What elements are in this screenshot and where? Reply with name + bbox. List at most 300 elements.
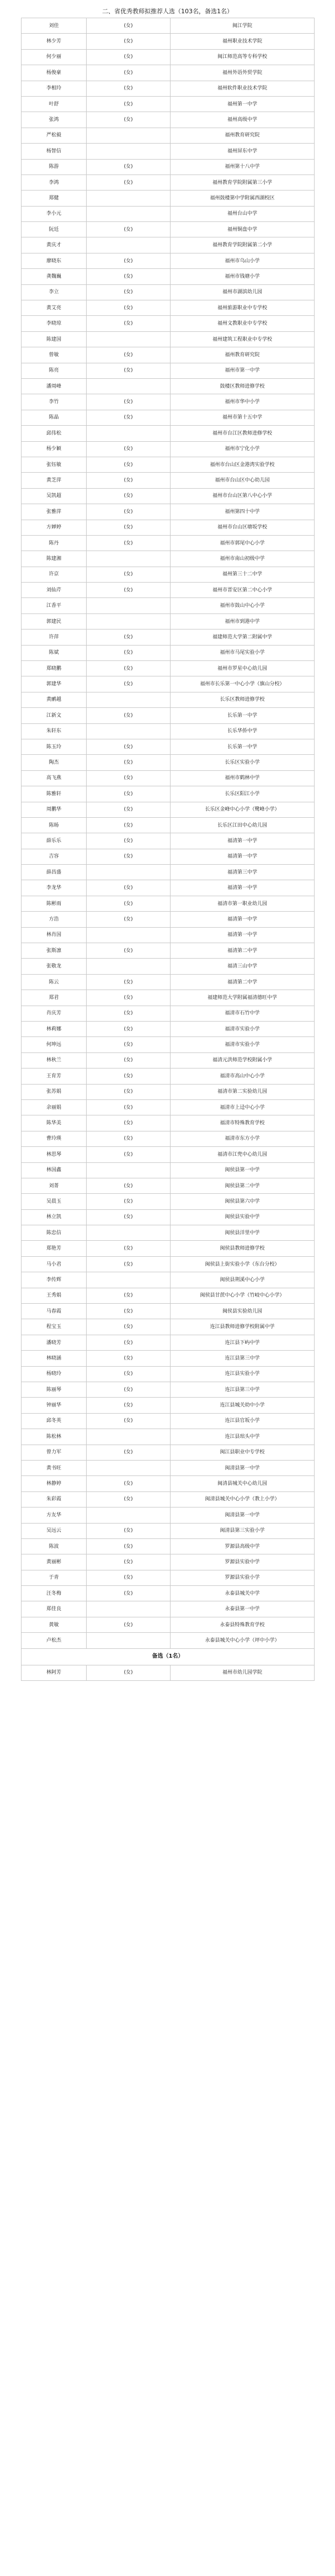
- person-gender: (女): [87, 253, 171, 268]
- person-gender: (女): [87, 990, 171, 1006]
- person-unit: 永泰县城关中心小学（坪中小学）: [171, 1633, 315, 1648]
- table-row: [22, 488, 315, 504]
- person-unit: 福州市台江区教师进修学校: [171, 426, 315, 441]
- person-name: 薛昌盛: [22, 865, 87, 880]
- person-unit: 罗源县实验中学: [171, 1554, 315, 1570]
- table-row: [22, 1460, 315, 1475]
- table-row: [22, 739, 315, 754]
- person-name: 陈雅轩: [22, 786, 87, 802]
- table-row: [22, 504, 315, 520]
- person-name: 陈玉玲: [22, 739, 87, 754]
- table-row: [22, 269, 315, 284]
- person-name: 曾敏: [22, 347, 87, 363]
- table-row: [22, 1209, 315, 1225]
- person-name: 郑艳芳: [22, 1241, 87, 1256]
- person-unit: 闽侯县第六中学: [171, 1194, 315, 1209]
- person-name: 朱轩东: [22, 723, 87, 739]
- person-gender: (女): [87, 222, 171, 237]
- person-unit: 福州高级中学: [171, 112, 315, 128]
- person-name: 曹玲瑛: [22, 1131, 87, 1146]
- table-row: [22, 1398, 315, 1413]
- table-row: [22, 1476, 315, 1491]
- person-name: 黄芝萍: [22, 473, 87, 488]
- person-name: 陈游: [22, 159, 87, 174]
- table-row: [22, 927, 315, 943]
- person-unit: 永泰县特殊教育学校: [171, 1617, 315, 1632]
- table-row: [22, 1178, 315, 1193]
- table-row: [22, 253, 315, 268]
- table-row: [22, 378, 315, 394]
- person-name: 黄丽彬: [22, 1554, 87, 1570]
- person-name: 李鸿: [22, 174, 87, 190]
- person-unit: 闽江县职业中专学校: [171, 1445, 315, 1460]
- document-title: 二、省优秀教师拟推荐人选（103名，备选1名）: [102, 8, 233, 15]
- person-unit: 连江县官坂小学: [171, 1413, 315, 1429]
- person-unit: 福州市长乐第一中心小学（旗山分校）: [171, 676, 315, 692]
- table-row: [22, 1570, 315, 1585]
- person-name: 叶舒: [22, 96, 87, 112]
- table-row: [22, 1335, 315, 1350]
- person-gender: (女): [87, 1413, 171, 1429]
- person-gender: (女): [87, 1554, 171, 1570]
- table-row: [22, 520, 315, 535]
- person-name: 杨晓玲: [22, 1366, 87, 1382]
- person-gender: [87, 1429, 171, 1445]
- person-gender: (女): [87, 112, 171, 128]
- person-unit: 福州市台山区塘坂学校: [171, 520, 315, 535]
- table-row: [22, 990, 315, 1006]
- person-unit: 福州软件职业技术学院: [171, 81, 315, 96]
- person-gender: (女): [87, 708, 171, 723]
- person-unit: 福清市第一职业幼儿园: [171, 896, 315, 911]
- person-name: 马小君: [22, 1256, 87, 1272]
- person-gender: (女): [87, 410, 171, 425]
- person-unit: 福州市第一中学: [171, 363, 315, 378]
- person-name: 李相玲: [22, 81, 87, 96]
- person-gender: (女): [87, 1194, 171, 1209]
- person-unit: 连江县下屿中学: [171, 1335, 315, 1350]
- person-name: 高飞燕: [22, 770, 87, 786]
- table-row: [22, 1633, 315, 1648]
- person-unit: 福州市晋安区第二中心小学: [171, 583, 315, 598]
- person-name: 刘菁: [22, 1178, 87, 1193]
- person-unit: 福州外语外贸学院: [171, 65, 315, 81]
- person-name: 汪冬梅: [22, 1586, 87, 1601]
- table-row: [22, 112, 315, 128]
- person-unit: 福州市到港中学: [171, 613, 315, 629]
- person-unit: 福州旅游职业中专学校: [171, 300, 315, 316]
- table-row: [22, 1288, 315, 1303]
- person-unit: 福清第二中学: [171, 974, 315, 990]
- person-name: 郑佳良: [22, 1601, 87, 1617]
- table-row: [22, 18, 315, 34]
- person-gender: (女): [87, 18, 171, 34]
- person-gender: (女): [87, 802, 171, 817]
- person-gender: (女): [87, 583, 171, 598]
- reserve-section: [22, 1648, 315, 1665]
- table-row: [22, 896, 315, 911]
- table-row: [22, 1351, 315, 1366]
- table-row: [22, 1304, 315, 1319]
- person-name: 陈华美: [22, 1115, 87, 1131]
- person-name: 卢松杰: [22, 1633, 87, 1648]
- table-row: [22, 708, 315, 723]
- person-gender: (女): [87, 1319, 171, 1335]
- person-name: 陈丽琴: [22, 1382, 87, 1397]
- person-name: 于青: [22, 1570, 87, 1585]
- person-name: 陈彬雨: [22, 896, 87, 911]
- table-row: [22, 347, 315, 363]
- person-unit: 长乐第一中学: [171, 708, 315, 723]
- person-unit: 福州第四十中学: [171, 504, 315, 520]
- person-unit: 永泰县城关中学: [171, 1586, 315, 1601]
- person-unit: 长乐区阳江小学: [171, 786, 315, 802]
- person-unit: 福清市上迳中心小学: [171, 1099, 315, 1115]
- person-gender: (女): [87, 1052, 171, 1068]
- table-row: [22, 1491, 315, 1507]
- person-name: 林静婷: [22, 1476, 87, 1491]
- person-name: 阮廷: [22, 222, 87, 237]
- table-row: [22, 191, 315, 206]
- person-unit: 闽侯县教师进修学校: [171, 1241, 315, 1256]
- table-row: [22, 1665, 315, 1680]
- person-unit: 福州教育学院附属第二小学: [171, 237, 315, 253]
- person-unit: 福州市湖滨幼儿园: [171, 284, 315, 300]
- table-row: [22, 943, 315, 959]
- table-row: [22, 1099, 315, 1115]
- person-gender: (女): [87, 1178, 171, 1193]
- person-name: 李立: [22, 284, 87, 300]
- person-name: 郑晓鹏: [22, 661, 87, 676]
- table-row: [22, 1366, 315, 1382]
- person-unit: 闽侯县第一中学: [171, 1162, 315, 1178]
- person-name: 李龙华: [22, 880, 87, 896]
- person-name: 林少芳: [22, 34, 87, 49]
- person-gender: (女): [87, 1366, 171, 1382]
- person-name: 黄庆才: [22, 237, 87, 253]
- person-name: 方婵婷: [22, 520, 87, 535]
- person-gender: (女): [87, 65, 171, 81]
- person-name: 刘佳: [22, 18, 87, 34]
- recommendation-table-body: [22, 18, 315, 1649]
- table-row: [22, 363, 315, 378]
- table-row: [22, 65, 315, 81]
- person-unit: 福州台山中学: [171, 206, 315, 221]
- person-gender: (女): [87, 630, 171, 645]
- table-row: [22, 1601, 315, 1617]
- person-name: 黄鹂越: [22, 692, 87, 707]
- person-gender: [87, 1162, 171, 1178]
- table-row: [22, 144, 315, 159]
- person-name: 李小元: [22, 206, 87, 221]
- person-unit: 连江县实验小学: [171, 1366, 315, 1382]
- person-gender: (女): [87, 1398, 171, 1413]
- table-row: [22, 974, 315, 990]
- person-name: 林秋兰: [22, 1052, 87, 1068]
- table-row: [22, 786, 315, 802]
- person-name: 朱彩霞: [22, 1491, 87, 1507]
- table-row: [22, 865, 315, 880]
- person-unit: 连江县第三中学: [171, 1382, 315, 1397]
- table-row: [22, 128, 315, 143]
- person-unit: 闽清县城关中心幼儿园: [171, 1476, 315, 1491]
- person-name: 许京: [22, 567, 87, 582]
- person-unit: 福清市实验小学: [171, 1037, 315, 1052]
- person-unit: 闽清县第一中学: [171, 1460, 315, 1475]
- person-gender: (女): [87, 1665, 171, 1680]
- person-gender: (女): [87, 1069, 171, 1084]
- table-row: [22, 1147, 315, 1162]
- person-gender: [87, 1601, 171, 1617]
- person-gender: [87, 1460, 171, 1475]
- person-name: 曾力军: [22, 1445, 87, 1460]
- table-row: [22, 1429, 315, 1445]
- person-gender: (女): [87, 1351, 171, 1366]
- person-gender: (女): [87, 1256, 171, 1272]
- person-gender: (女): [87, 316, 171, 331]
- person-unit: 福清第二中学: [171, 943, 315, 959]
- table-row: [22, 833, 315, 849]
- person-gender: [87, 144, 171, 159]
- person-name: 黄书旺: [22, 1460, 87, 1475]
- table-row: [22, 206, 315, 221]
- person-unit: 福州市宁化小学: [171, 441, 315, 457]
- person-name: 许萍: [22, 630, 87, 645]
- person-gender: (女): [87, 974, 171, 990]
- person-name: 吉容: [22, 849, 87, 864]
- reserve-heading: 备选（1名）: [22, 1648, 315, 1665]
- person-unit: 福州职业技术学院: [171, 34, 315, 49]
- person-gender: (女): [87, 363, 171, 378]
- person-unit: 福州第三十二中学: [171, 567, 315, 582]
- person-unit: 福州市乌山小学: [171, 253, 315, 268]
- table-row: [22, 1507, 315, 1523]
- table-row: [22, 457, 315, 472]
- person-name: 王秀娟: [22, 1288, 87, 1303]
- person-gender: (女): [87, 1304, 171, 1319]
- table-row: [22, 1162, 315, 1178]
- person-unit: 福州教育研究院: [171, 128, 315, 143]
- table-row: [22, 410, 315, 425]
- person-unit: 永泰县第一中学: [171, 1601, 315, 1617]
- person-gender: [87, 723, 171, 739]
- person-gender: (女): [87, 739, 171, 754]
- person-unit: 闽清县第三实验小学: [171, 1523, 315, 1538]
- person-gender: [87, 865, 171, 880]
- person-name: 郑健: [22, 191, 87, 206]
- person-gender: (女): [87, 394, 171, 410]
- person-gender: (女): [87, 770, 171, 786]
- table-row: [22, 880, 315, 896]
- person-gender: (女): [87, 1037, 171, 1052]
- table-row: [22, 613, 315, 629]
- table-row: [22, 174, 315, 190]
- person-name: 潘周峰: [22, 378, 87, 394]
- person-name: 林阿芳: [22, 1665, 87, 1680]
- person-gender: [87, 378, 171, 394]
- person-unit: 福清第一中学: [171, 849, 315, 864]
- person-unit: 福清市第二实验幼儿园: [171, 1084, 315, 1099]
- person-gender: (女): [87, 1570, 171, 1585]
- person-gender: [87, 128, 171, 143]
- person-name: 陈晶: [22, 410, 87, 425]
- table-row: [22, 849, 315, 864]
- table-row: [22, 426, 315, 441]
- person-name: 龚魏巍: [22, 269, 87, 284]
- reserve-heading-row: [22, 1648, 315, 1665]
- person-name: 周鹏华: [22, 802, 87, 817]
- person-unit: 闽清县城关中心小学（教上小学）: [171, 1491, 315, 1507]
- person-gender: [87, 191, 171, 206]
- person-gender: (女): [87, 269, 171, 284]
- person-name: 林国鑫: [22, 1162, 87, 1178]
- table-row: [22, 1523, 315, 1538]
- person-name: 林莉娜: [22, 1022, 87, 1037]
- person-gender: (女): [87, 676, 171, 692]
- table-row: [22, 222, 315, 237]
- person-name: 肖庆芳: [22, 1006, 87, 1021]
- person-gender: (女): [87, 488, 171, 504]
- person-name: 陈云: [22, 974, 87, 990]
- person-gender: (女): [87, 1335, 171, 1350]
- person-unit: 福清市东方小学: [171, 1131, 315, 1146]
- person-name: 刘仙芹: [22, 583, 87, 598]
- person-gender: (女): [87, 645, 171, 660]
- person-gender: (女): [87, 1445, 171, 1460]
- person-gender: [87, 613, 171, 629]
- person-gender: (女): [87, 1147, 171, 1162]
- person-unit: 闽江师范高等专科学校: [171, 49, 315, 65]
- person-unit: 闽侯县洋里中学: [171, 1225, 315, 1241]
- person-name: 林晓涵: [22, 1351, 87, 1366]
- person-gender: [87, 331, 171, 347]
- person-unit: 福州市台山区中心幼儿园: [171, 473, 315, 488]
- person-gender: (女): [87, 49, 171, 65]
- person-unit: 福州市钱塘小学: [171, 269, 315, 284]
- person-name: 李晓琼: [22, 316, 87, 331]
- person-unit: 长乐华侨中学: [171, 723, 315, 739]
- table-row: [22, 583, 315, 598]
- person-name: 杨俊豪: [22, 65, 87, 81]
- person-gender: (女): [87, 661, 171, 676]
- table-row: [22, 49, 315, 65]
- person-name: 马春霞: [22, 1304, 87, 1319]
- person-name: 严松毅: [22, 128, 87, 143]
- table-row: [22, 1241, 315, 1256]
- table-row: [22, 959, 315, 974]
- person-gender: [87, 692, 171, 707]
- table-row: [22, 1225, 315, 1241]
- person-unit: 福清市特殊教育学校: [171, 1115, 315, 1131]
- person-unit: 福州第一中学: [171, 96, 315, 112]
- person-gender: [87, 1633, 171, 1648]
- person-unit: 福州市幼儿园学院: [171, 1665, 315, 1680]
- person-unit: 闽侯县荆溪中心小学: [171, 1272, 315, 1288]
- person-gender: [87, 959, 171, 974]
- person-gender: (女): [87, 473, 171, 488]
- person-gender: (女): [87, 1099, 171, 1115]
- table-row: [22, 723, 315, 739]
- person-unit: 闽侯县实验中学: [171, 1209, 315, 1225]
- table-row: [22, 1037, 315, 1052]
- person-gender: (女): [87, 520, 171, 535]
- person-gender: (女): [87, 943, 171, 959]
- person-name: 吴晨玉: [22, 1194, 87, 1209]
- person-unit: 长乐区江田中心幼儿园: [171, 817, 315, 833]
- person-gender: [87, 1507, 171, 1523]
- person-gender: (女): [87, 1491, 171, 1507]
- person-name: 张敬龙: [22, 959, 87, 974]
- table-row: [22, 1084, 315, 1099]
- person-gender: [87, 598, 171, 613]
- person-unit: 福清元洪师范学校附属小学: [171, 1052, 315, 1068]
- person-unit: 福州屏东中学: [171, 144, 315, 159]
- person-gender: (女): [87, 96, 171, 112]
- person-name: 陈旸: [22, 817, 87, 833]
- person-gender: (女): [87, 1586, 171, 1601]
- person-unit: 福州教育学院附属第三小学: [171, 174, 315, 190]
- person-name: 潘晓芳: [22, 1335, 87, 1350]
- table-row: [22, 1319, 315, 1335]
- person-name: 何坤远: [22, 1037, 87, 1052]
- person-gender: [87, 237, 171, 253]
- person-unit: 福州建筑工程职业中专学校: [171, 331, 315, 347]
- person-name: 钟丽华: [22, 1398, 87, 1413]
- table-row: [22, 331, 315, 347]
- person-gender: (女): [87, 1115, 171, 1131]
- person-gender: (女): [87, 755, 171, 770]
- person-gender: (女): [87, 1241, 171, 1256]
- person-name: 江香平: [22, 598, 87, 613]
- table-row: [22, 300, 315, 316]
- person-gender: (女): [87, 300, 171, 316]
- person-gender: (女): [87, 1382, 171, 1397]
- person-gender: (女): [87, 81, 171, 96]
- table-row: [22, 630, 315, 645]
- table-row: [22, 1069, 315, 1084]
- table-row: [22, 1131, 315, 1146]
- person-name: 郭建华: [22, 676, 87, 692]
- person-name: 张雅萍: [22, 504, 87, 520]
- person-unit: 福州市台山区金港湾实验学校: [171, 457, 315, 472]
- person-name: 李竹: [22, 394, 87, 410]
- person-unit: 福州文教职业中专学校: [171, 316, 315, 331]
- table-row: [22, 802, 315, 817]
- table-row: [22, 535, 315, 551]
- person-unit: 福清第三中学: [171, 865, 315, 880]
- person-name: 郭建民: [22, 613, 87, 629]
- table-row: [22, 1538, 315, 1554]
- person-unit: 福州市罗星中心幼儿园: [171, 661, 315, 676]
- person-gender: (女): [87, 159, 171, 174]
- person-unit: 鼓楼区教师进修学校: [171, 378, 315, 394]
- table-row: [22, 912, 315, 927]
- person-unit: 长乐第一中学: [171, 739, 315, 754]
- table-row: [22, 1586, 315, 1601]
- person-unit: 福州铜盘中学: [171, 222, 315, 237]
- person-name: 邱冬英: [22, 1413, 87, 1429]
- person-name: 吴凯超: [22, 488, 87, 504]
- table-row: [22, 661, 315, 676]
- table-row: [22, 817, 315, 833]
- person-name: 陈建国: [22, 331, 87, 347]
- person-unit: 福清第一中学: [171, 927, 315, 943]
- person-unit: 福州市鹤林中学: [171, 770, 315, 786]
- table-row: [22, 692, 315, 707]
- person-unit: 福州第十八中学: [171, 159, 315, 174]
- person-unit: 连江县琯头中学: [171, 1429, 315, 1445]
- person-name: 邱伟松: [22, 426, 87, 441]
